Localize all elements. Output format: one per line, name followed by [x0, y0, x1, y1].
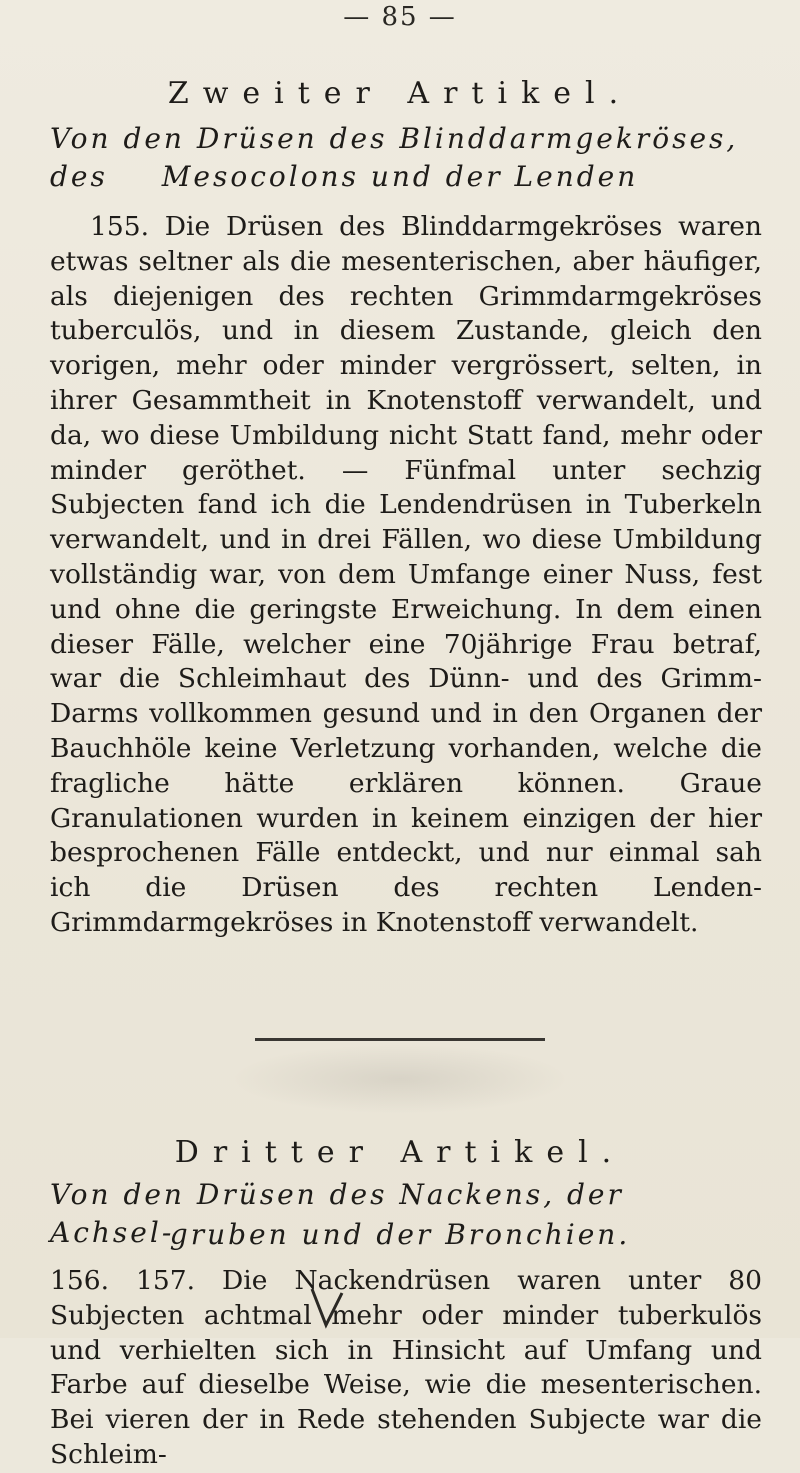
section-subtitle-line-2: gruben und der Bronchien.: [169, 1218, 631, 1251]
paragraph-156-157: 156. 157. Die Nackendrüsen waren unter 80 Subjecten achtmal mehr oder minder tuberkulös und verhielten sich in Hinsicht auf Umfang und Farbe auf dieselbe Weise, wie die mesenterischen. Bei vieren der in Rede stehenden Subjecte war die Schleim-: [50, 1265, 762, 1470]
paragraph-155: 155. Die Drüsen des Blinddarmgekröses waren etwas seltner als die mesenterischen, aber häufiger, als diejenigen des rechten Grimmdarmgekröses tuberculös, und in diesem Zustande, gleich den vorigen, mehr oder minder vergrössert, selten, in ihrer Gesammtheit in Knotenstoff verwandelt, und da, wo diese Umbildung nicht Statt fand, mehr oder minder geröthet. — Fünfmal unter sechzig Subjecten fand ich die Lendendrüsen in Tuberkeln verwandelt, und in drei Fällen, wo diese Umbildung vollständig war, von dem Umfange einer Nuss, fest und ohne die geringste Erweichung. In dem einen dieser Fälle, welcher eine 70jährige Frau betraf, war die Schleimhaut des Dünn- und des Grimm-Darms vollkommen gesund und in den Organen der Bauchhöle keine Verletzung vorhanden, welche die fragliche hätte erklären können. Graue Granulationen wurden in keinem einzigen der hier besprochenen Fälle entdeckt, und nur einmal sah ich die Drüsen des rechten Lenden-Grimmdarmgekröses in Knotenstoff verwandelt.: [50, 211, 762, 938]
section-subtitle-line-2: Mesocolons und der Lenden: [161, 160, 639, 193]
section-divider: [255, 1038, 545, 1041]
section-heading-dritter-artikel: Dritter Artikel.: [174, 1135, 626, 1170]
printer-mark-icon: [306, 1285, 346, 1335]
section-heading-zweiter-artikel: Zweiter Artikel.: [167, 76, 633, 111]
divider-shadow: [230, 1044, 570, 1114]
section-subtitle-line-1: Von den Drüsen des Nackens, der Achsel-: [50, 1178, 624, 1249]
page-number: — 85 —: [343, 2, 457, 32]
section-subtitle-line-1: Von den Drüsen des Blinddarmgekröses, des: [50, 122, 739, 193]
